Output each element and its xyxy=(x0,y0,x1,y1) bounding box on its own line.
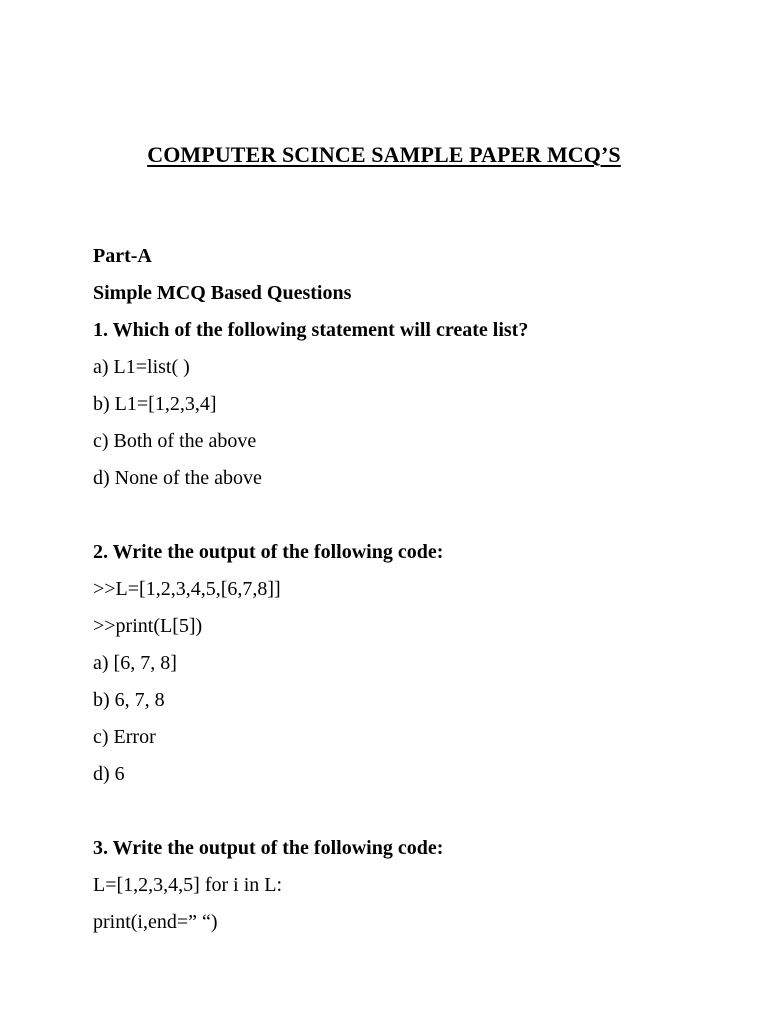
question-1 xyxy=(93,312,733,497)
question-text: 1. Which of the following statement will create list? xyxy=(93,319,529,341)
section-heading: Simple MCQ Based Questions xyxy=(93,282,352,304)
option-b: b) 6, 7, 8 xyxy=(93,689,165,711)
option-a: a) L1=list( ) xyxy=(93,356,190,378)
spacer xyxy=(93,497,733,534)
code-line: print(i,end=” “) xyxy=(93,911,218,933)
option-a: a) [6, 7, 8] xyxy=(93,652,177,674)
question-text: 3. Write the output of the following code: xyxy=(93,837,444,859)
option-d: d) None of the above xyxy=(93,467,262,489)
option-b: b) L1=[1,2,3,4] xyxy=(93,393,217,415)
code-line: L=[1,2,3,4,5] for i in L: xyxy=(93,874,283,896)
option-c: c) Both of the above xyxy=(93,430,257,452)
code-line: >>L=[1,2,3,4,5,[6,7,8]] xyxy=(93,578,281,600)
code-line: >>print(L[5]) xyxy=(93,615,203,637)
question-text: 2. Write the output of the following code: xyxy=(93,541,444,563)
option-c: c) Error xyxy=(93,726,156,748)
page-title: COMPUTER SCINCE SAMPLE PAPER MCQ’S xyxy=(147,142,621,167)
part-heading: Part-A xyxy=(93,245,152,267)
spacer xyxy=(93,793,733,830)
question-3 xyxy=(93,830,733,941)
option-d: d) 6 xyxy=(93,763,125,785)
question-2 xyxy=(93,534,733,793)
document-body xyxy=(93,238,733,941)
